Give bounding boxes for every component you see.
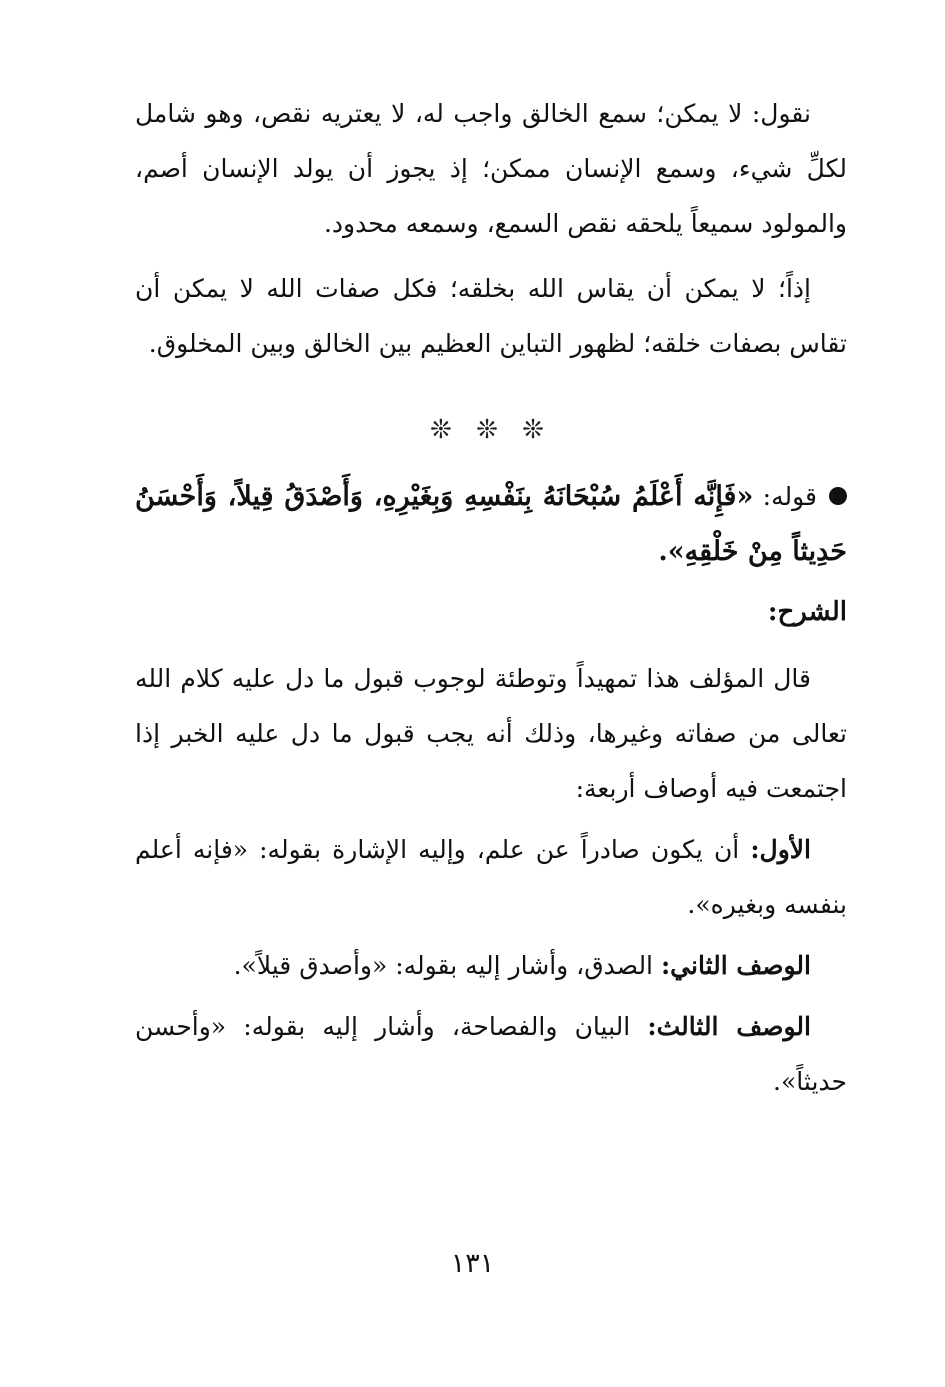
second-text: الصدق، وأشار إليه بقوله: «وأصدق قيلاً». — [233, 951, 661, 980]
paragraph-hearing: نقول: لا يمكن؛ سمع الخالق واجب له، لا يعتريه نقص، وهو شامل لكلِّ شيء، وسمع الإنسان ممكن؛ إذ يجوز أن يولد الإنسان أصم، والمولود سميعاً يلحقه نقص السمع، وسمعه محدود. — [135, 99, 847, 238]
second-description — [135, 938, 847, 993]
third-label: الوصف الثالث: — [647, 1012, 811, 1041]
first-description — [135, 822, 847, 932]
page-number: ١٣١ — [450, 1248, 495, 1279]
paragraph-conclusion: إذاً؛ لا يمكن أن يقاس الله بخلقه؛ فكل صفات الله لا يمكن أن تقاس بصفات خلقه؛ لظهور التباين العظيم بين الخالق وبين المخلوق. — [135, 274, 847, 358]
paragraph-explanation: قال المؤلف هذا تمهيداً وتوطئة لوجوب قبول ما دل عليه كلام الله تعالى من صفاته وغيرها، وذلك أنه يجب قبول ما دل عليه الخبر إذا اجتمعت فيه أوصاف أربعة: — [135, 664, 847, 803]
first-text: أن يكون صادراً عن علم، وإليه الإشارة بقوله: «فإنه أعلم بنفسه وبغيره». — [135, 835, 847, 919]
section-separator: ❊ ❊ ❊ — [430, 415, 552, 445]
quote-text: «فَإِنَّه أَعْلَمُ سُبْحَانَهُ بِنَفْسِهِ وَبِغَيْرِهِ، وَأَصْدَقُ قِيلاً، وَأَحْسَنُ حَدِيثاً مِنْ خَلْقِهِ». — [135, 481, 847, 567]
bullet-icon — [829, 487, 847, 505]
third-text: البيان والفصاحة، وأشار إليه بقوله: «وأحسن حديثاً». — [135, 1012, 847, 1096]
page-content — [135, 86, 847, 1109]
section-heading: الشرح: — [767, 597, 847, 627]
first-label: الأول: — [750, 835, 811, 864]
quoted-text-paragraph — [135, 469, 847, 579]
second-label: الوصف الثاني: — [660, 951, 811, 980]
third-description — [135, 999, 847, 1109]
quote-intro: قوله: — [753, 482, 817, 511]
